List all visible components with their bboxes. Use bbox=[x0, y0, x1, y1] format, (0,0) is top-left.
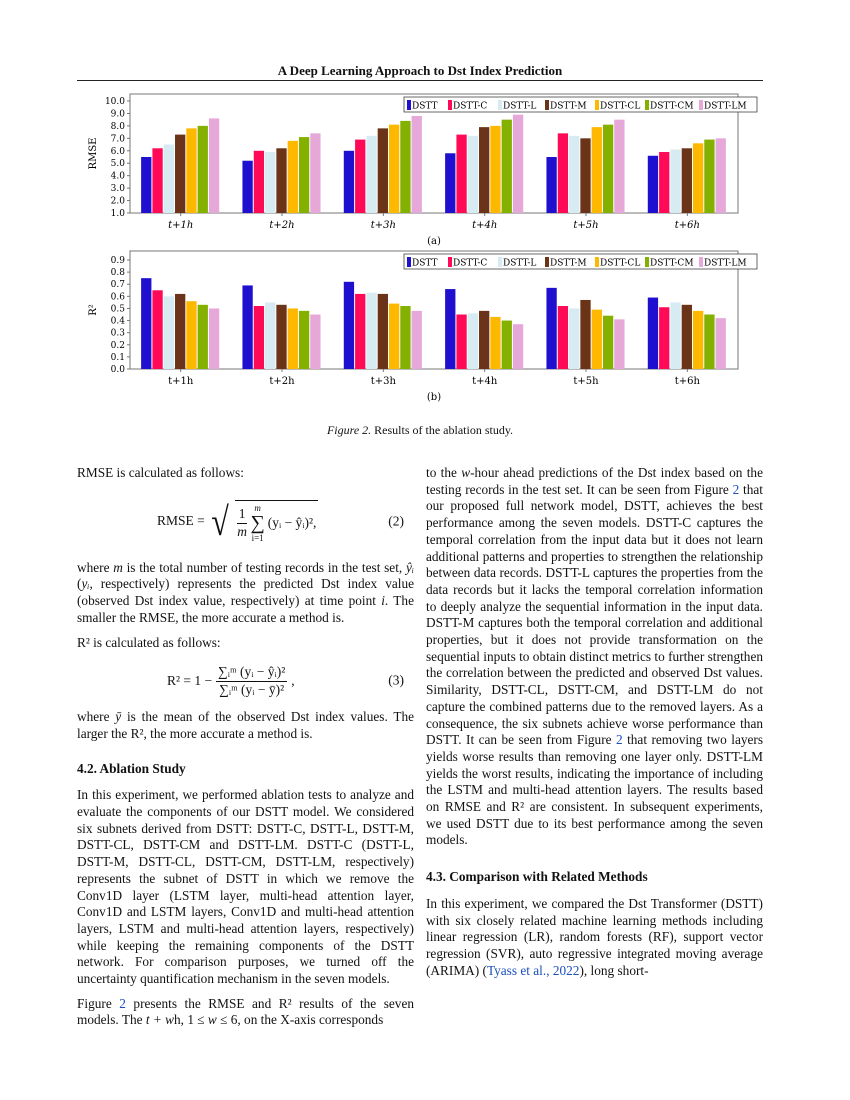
eq-lhs: R² = 1 − bbox=[167, 672, 213, 688]
legend-swatch-dstt bbox=[407, 257, 411, 267]
bar-dstt-m bbox=[276, 148, 286, 213]
right-column bbox=[426, 465, 763, 987]
reference-link[interactable]: 2 bbox=[615, 732, 623, 748]
x-tick-label: t+4h bbox=[472, 376, 498, 387]
bar-dstt bbox=[242, 285, 252, 369]
legend-swatch-dstt-c bbox=[448, 100, 452, 110]
bar-dstt-l bbox=[468, 313, 478, 369]
bar-dstt-m bbox=[479, 127, 489, 213]
text-run: to the bbox=[426, 465, 462, 480]
bar-dstt-cl bbox=[288, 308, 298, 369]
bar-dstt-lm bbox=[209, 118, 219, 213]
bar-dstt bbox=[648, 156, 658, 213]
bar-dstt-lm bbox=[412, 116, 422, 213]
y-tick-label: 6.0 bbox=[110, 146, 125, 157]
bar-dstt bbox=[141, 157, 151, 213]
text-run: t + w bbox=[145, 1012, 175, 1028]
text-run: m bbox=[113, 559, 123, 575]
y-tick-label: 0.7 bbox=[110, 280, 125, 291]
y-tick-label: 0.3 bbox=[110, 328, 125, 339]
bar-dstt-lm bbox=[209, 308, 219, 369]
text-run: h, 1 ≤ bbox=[174, 1012, 208, 1028]
section-heading: 4.2. Ablation Study bbox=[77, 760, 186, 776]
frac-num: ∑ᵢᵐ (yᵢ − ŷᵢ)² bbox=[216, 664, 287, 682]
bar-dstt-m bbox=[682, 148, 692, 213]
text-run: In this experiment, we performed ablation tests to analyze and evaluate the components of our DSTT model. We considered six subnets derived from DSTT: DSTT-C, DSTT-L, DSTT-M, DSTT-CL, DSTT-CM and DSTT-LM. DSTT-C (DSTT-L, DSTT-M, DSTT-CL, DSTT-CM, DSTT-LM, respectively) represents the subnet of DSTT in which we remove the Conv1D layer (LSTM layer, multi-head attention layer, Conv1D and LSTM layers, Conv1D and multi-head attention layers, LSTM and multi-head attention layers, respectively) while keeping the remaining components of the DSTT network. For comparison purposes, we turned off the uncertainty quantification mechanism in the seven models. bbox=[77, 787, 414, 987]
y-tick-label: 1.0 bbox=[110, 209, 125, 219]
legend-swatch-dstt-c bbox=[448, 257, 452, 267]
bar-dstt-c bbox=[558, 306, 568, 369]
frac-den: m bbox=[237, 523, 247, 539]
bar-dstt-c bbox=[456, 135, 466, 213]
text-run: i bbox=[381, 593, 385, 609]
bar-dstt-c bbox=[456, 315, 466, 370]
bar-dstt-cl bbox=[288, 141, 298, 213]
bar-dstt-lm bbox=[513, 324, 523, 369]
text-run: ŷᵢ bbox=[405, 559, 414, 575]
bar-dstt-cm bbox=[502, 321, 512, 369]
bar-dstt bbox=[546, 288, 556, 369]
legend-label: DSTT-C bbox=[453, 101, 488, 112]
legend-label: DSTT-CM bbox=[650, 258, 694, 269]
paragraph bbox=[77, 635, 414, 652]
figure-label: Figure 2. bbox=[326, 423, 372, 437]
y-tick-label: 0.9 bbox=[110, 256, 125, 266]
section-heading: 4.3. Comparison with Related Methods bbox=[426, 869, 648, 885]
bar-dstt-lm bbox=[614, 319, 624, 369]
subfigure-label: (b) bbox=[426, 392, 442, 403]
bar-dstt-m bbox=[378, 294, 388, 369]
x-tick-label: t+6h bbox=[674, 220, 700, 231]
y-tick-label: 9.0 bbox=[110, 109, 125, 120]
paragraph bbox=[77, 560, 414, 627]
bar-dstt-m bbox=[479, 311, 489, 369]
bar-dstt-cl bbox=[389, 304, 399, 369]
text-run: RMSE is calculated as follows: bbox=[77, 465, 244, 480]
bar-dstt-c bbox=[659, 307, 669, 369]
paragraph bbox=[77, 709, 414, 742]
text-run: that removing two layers yields worse results than removing one layer only. DSTT-LM yields the worst results, indicating the importance of including the LSTM and multi-head attention layers. The results based on RMSE and R² are consistent. In subsequent experiments, we used DSTT due to its best performance among the seven models. bbox=[426, 732, 763, 848]
bar-dstt-l bbox=[366, 293, 376, 369]
bar-dstt-m bbox=[580, 300, 590, 369]
legend-label: DSTT-CL bbox=[600, 101, 641, 112]
text-run: where bbox=[77, 559, 114, 575]
bar-dstt-cl bbox=[693, 311, 703, 369]
bar-dstt bbox=[546, 157, 556, 213]
running-header: A Deep Learning Approach to Dst Index Prediction bbox=[277, 63, 563, 78]
bar-dstt-cm bbox=[603, 316, 613, 369]
y-tick-label: 0.1 bbox=[110, 352, 125, 363]
y-tick-label: 0.8 bbox=[110, 268, 125, 279]
bar-dstt-cm bbox=[400, 306, 410, 369]
x-tick-label: t+4h bbox=[472, 220, 498, 231]
legend-swatch-dstt-l bbox=[498, 257, 502, 267]
text-run: that our proposed full network model, DSTT, achieves the best performance among the seven models. DSTT-C captures the temporal correlation from the input data but it does not learn additional patterns and properties to strengthen the relationship between data records. DSTT-L captures the properties from the data records but it lacks the temporal correlation information to deeply analyze the sequential information in the input data. DSTT-M captures both the temporal correlation and additional properties, but it does not provide transformation on the sequential inputs to obtain distinct metrics to further strengthen the correlation between the predicted and observed Dst values. Similarity, DSTT-CL, DSTT-CM, and DSTT-LM do not capture the combined patterns due to the removed layers. As a consequence, the six subnets achieve worse performance than DSTT. It can be seen from Figure bbox=[426, 481, 763, 748]
bar-dstt-l bbox=[569, 136, 579, 213]
x-tick-label: t+5h bbox=[573, 220, 599, 231]
legend-swatch-dstt-lm bbox=[699, 100, 703, 110]
y-tick-label: 10.0 bbox=[104, 97, 125, 107]
y-tick-label: 4.0 bbox=[110, 171, 125, 182]
eq-tail: , bbox=[291, 672, 295, 688]
bar-dstt-cl bbox=[592, 310, 602, 369]
reference-link[interactable]: 2 bbox=[119, 995, 126, 1011]
eq-lhs: RMSE = bbox=[157, 513, 205, 529]
bar-dstt-l bbox=[670, 302, 680, 369]
legend-swatch-dstt-cm bbox=[645, 100, 649, 110]
paragraph bbox=[426, 896, 763, 980]
legend-label: DSTT-LM bbox=[704, 258, 747, 269]
bar-dstt-cm bbox=[603, 125, 613, 213]
bar-dstt-c bbox=[558, 133, 568, 213]
bar-dstt-cm bbox=[299, 137, 309, 213]
text-run: is the mean of the observed Dst index values. The larger the R², the more accurate a method is. bbox=[77, 709, 414, 741]
sum-bottom: i=1 bbox=[251, 533, 264, 544]
x-tick-label: t+3h bbox=[370, 220, 396, 231]
equation-r2 bbox=[77, 659, 414, 703]
y-tick-label: 0.2 bbox=[110, 340, 125, 351]
y-tick-label: 3.0 bbox=[110, 184, 125, 195]
bar-dstt-c bbox=[254, 306, 264, 369]
sum-top: m bbox=[254, 503, 261, 514]
text-run: In this experiment, we compared the Dst Transformer (DSTT) with six closely related machine learning methods including linear regression (LR), random forests (RF), support vector regression (SVR), auto regressive integrated moving average (ARIMA) ( bbox=[426, 895, 763, 978]
text-run: . The smaller the RMSE, the more accurate a method is. bbox=[77, 593, 414, 625]
paragraph bbox=[77, 465, 414, 482]
y-tick-label: 0.6 bbox=[110, 292, 125, 303]
legend-label: DSTT-LM bbox=[704, 101, 747, 112]
bar-dstt-m bbox=[378, 128, 388, 213]
bar-dstt bbox=[344, 282, 354, 369]
bar-dstt-cl bbox=[693, 143, 703, 213]
bar-dstt-c bbox=[355, 294, 365, 369]
bar-dstt-lm bbox=[412, 311, 422, 369]
bar-dstt bbox=[141, 278, 151, 369]
bar-dstt-lm bbox=[310, 133, 320, 213]
bar-dstt bbox=[648, 298, 658, 369]
frac-den: ∑ᵢᵐ (yᵢ − ȳ)² bbox=[219, 681, 285, 697]
legend-label: DSTT-C bbox=[453, 258, 488, 269]
x-tick-label: t+6h bbox=[674, 376, 700, 387]
bar-dstt-l bbox=[468, 136, 478, 213]
r2-bar-chart bbox=[77, 246, 763, 406]
y-axis-label: RMSE bbox=[88, 137, 99, 170]
header-rule bbox=[77, 80, 763, 81]
bar-dstt-lm bbox=[716, 318, 726, 369]
legend-swatch-dstt-lm bbox=[699, 257, 703, 267]
x-tick-label: t+5h bbox=[573, 376, 599, 387]
equation-number: (2) bbox=[388, 513, 404, 529]
x-tick-label: t+3h bbox=[370, 376, 396, 387]
equation-rmse: RMSE = √ $\frac{1}{m}$ m ∑ i=1 (yᵢ − ŷᵢ)², (2) bbox=[157, 498, 404, 544]
bar-dstt-cm bbox=[704, 315, 714, 370]
figure-caption bbox=[77, 423, 763, 438]
bar-dstt bbox=[344, 151, 354, 213]
bar-dstt-m bbox=[276, 305, 286, 369]
legend-label: DSTT bbox=[412, 101, 438, 112]
text-run: ( bbox=[77, 576, 82, 592]
left-column bbox=[77, 465, 414, 1037]
text-run: w bbox=[207, 1012, 217, 1028]
y-tick-label: 0.0 bbox=[110, 365, 125, 375]
eq-term: (yᵢ − ŷᵢ)², bbox=[267, 514, 317, 530]
text-run: ), long short- bbox=[579, 962, 649, 978]
text-run: Figure bbox=[77, 995, 120, 1011]
text-run: R² is calculated as follows: bbox=[77, 634, 221, 650]
legend-swatch-dstt bbox=[407, 100, 411, 110]
legend-label: DSTT-M bbox=[550, 101, 587, 112]
figure-caption-text: Results of the ablation study. bbox=[371, 423, 514, 437]
x-tick-label: t+1h bbox=[168, 376, 194, 387]
legend-swatch-dstt-cl bbox=[595, 100, 599, 110]
bar-dstt-cm bbox=[502, 120, 512, 213]
y-tick-label: 8.0 bbox=[110, 121, 125, 132]
bar-dstt-c bbox=[355, 140, 365, 213]
bar-dstt-cl bbox=[186, 301, 196, 369]
bar-dstt-m bbox=[175, 135, 185, 213]
text-run: ȳ bbox=[115, 709, 122, 725]
bar-dstt-m bbox=[682, 305, 692, 369]
reference-link[interactable]: Tyass et al., 2022 bbox=[486, 962, 580, 978]
bar-dstt-lm bbox=[513, 115, 523, 213]
y-tick-label: 0.5 bbox=[110, 304, 125, 315]
legend-label: DSTT-M bbox=[550, 258, 587, 269]
bar-dstt-lm bbox=[310, 315, 320, 370]
legend-label: DSTT-L bbox=[503, 101, 537, 112]
y-axis-label: R² bbox=[88, 304, 99, 316]
bar-dstt-cm bbox=[704, 140, 714, 213]
bar-dstt-m bbox=[175, 294, 185, 369]
bar-dstt-cm bbox=[198, 305, 208, 369]
legend-swatch-dstt-cl bbox=[595, 257, 599, 267]
rmse-bar-chart bbox=[77, 84, 763, 250]
bar-dstt-cm bbox=[400, 121, 410, 213]
bar-dstt-c bbox=[152, 148, 162, 213]
text-run: -hour ahead predictions of the Dst index based on the testing records in the test set. It can be seen from Figure bbox=[426, 465, 763, 497]
bar-dstt-m bbox=[580, 138, 590, 213]
x-tick-label: t+2h bbox=[269, 376, 295, 387]
text-run: presents the RMSE and R² results of the seven models. The bbox=[77, 995, 415, 1028]
bar-dstt-cl bbox=[186, 128, 196, 213]
legend-label: DSTT-CM bbox=[650, 101, 694, 112]
sqrt-symbol: √ bbox=[210, 498, 229, 544]
bar-dstt-cm bbox=[299, 311, 309, 369]
bar-dstt-cl bbox=[490, 317, 500, 369]
y-tick-label: 7.0 bbox=[110, 134, 125, 145]
paragraph bbox=[426, 465, 763, 849]
x-tick-label: t+2h bbox=[269, 220, 295, 231]
y-tick-label: 0.4 bbox=[110, 316, 125, 327]
bar-dstt bbox=[242, 161, 252, 213]
bar-dstt-l bbox=[569, 308, 579, 369]
bar-dstt-c bbox=[659, 152, 669, 213]
reference-link[interactable]: 2 bbox=[732, 481, 740, 497]
text-run: is the total number of testing records in the test set, bbox=[122, 559, 406, 575]
legend-label: DSTT-L bbox=[503, 258, 537, 269]
paragraph bbox=[77, 787, 414, 987]
equation-number: (3) bbox=[388, 672, 404, 688]
legend-label: DSTT bbox=[412, 258, 438, 269]
frac-num: 1 bbox=[237, 506, 248, 524]
y-tick-label: 5.0 bbox=[110, 159, 125, 170]
bar-dstt-cl bbox=[490, 126, 500, 213]
bar-dstt-lm bbox=[614, 120, 624, 213]
legend-swatch-dstt-m bbox=[545, 100, 549, 110]
paragraph bbox=[77, 996, 414, 1029]
bar-dstt-l bbox=[670, 150, 680, 213]
text-run: w bbox=[461, 465, 471, 480]
text-run: , respectively) represents the predicted Dst index value (observed Dst index value, respectively) at time point bbox=[77, 576, 414, 609]
bar-dstt-l bbox=[164, 296, 174, 369]
text-run: yᵢ bbox=[81, 576, 90, 592]
legend-swatch-dstt-m bbox=[545, 257, 549, 267]
bar-dstt-l bbox=[265, 152, 275, 213]
bar-dstt-l bbox=[164, 145, 174, 213]
bar-dstt-cl bbox=[389, 125, 399, 213]
bar-dstt bbox=[445, 289, 455, 369]
legend-label: DSTT-CL bbox=[600, 258, 641, 269]
bar-dstt-lm bbox=[716, 138, 726, 213]
bar-dstt-l bbox=[265, 302, 275, 369]
y-tick-label: 2.0 bbox=[110, 196, 125, 207]
legend-swatch-dstt-cm bbox=[645, 257, 649, 267]
bar-dstt-c bbox=[152, 290, 162, 369]
bar-dstt-l bbox=[366, 136, 376, 213]
subfigure-label: (a) bbox=[427, 236, 441, 247]
bar-dstt-c bbox=[254, 151, 264, 213]
text-run: ≤ 6, on the X-axis corresponds bbox=[216, 1012, 384, 1028]
legend-swatch-dstt-l bbox=[498, 100, 502, 110]
bar-dstt-cm bbox=[198, 126, 208, 213]
bar-dstt bbox=[445, 153, 455, 213]
text-run: where bbox=[77, 709, 116, 725]
x-tick-label: t+1h bbox=[168, 220, 194, 231]
bar-dstt-cl bbox=[592, 127, 602, 213]
